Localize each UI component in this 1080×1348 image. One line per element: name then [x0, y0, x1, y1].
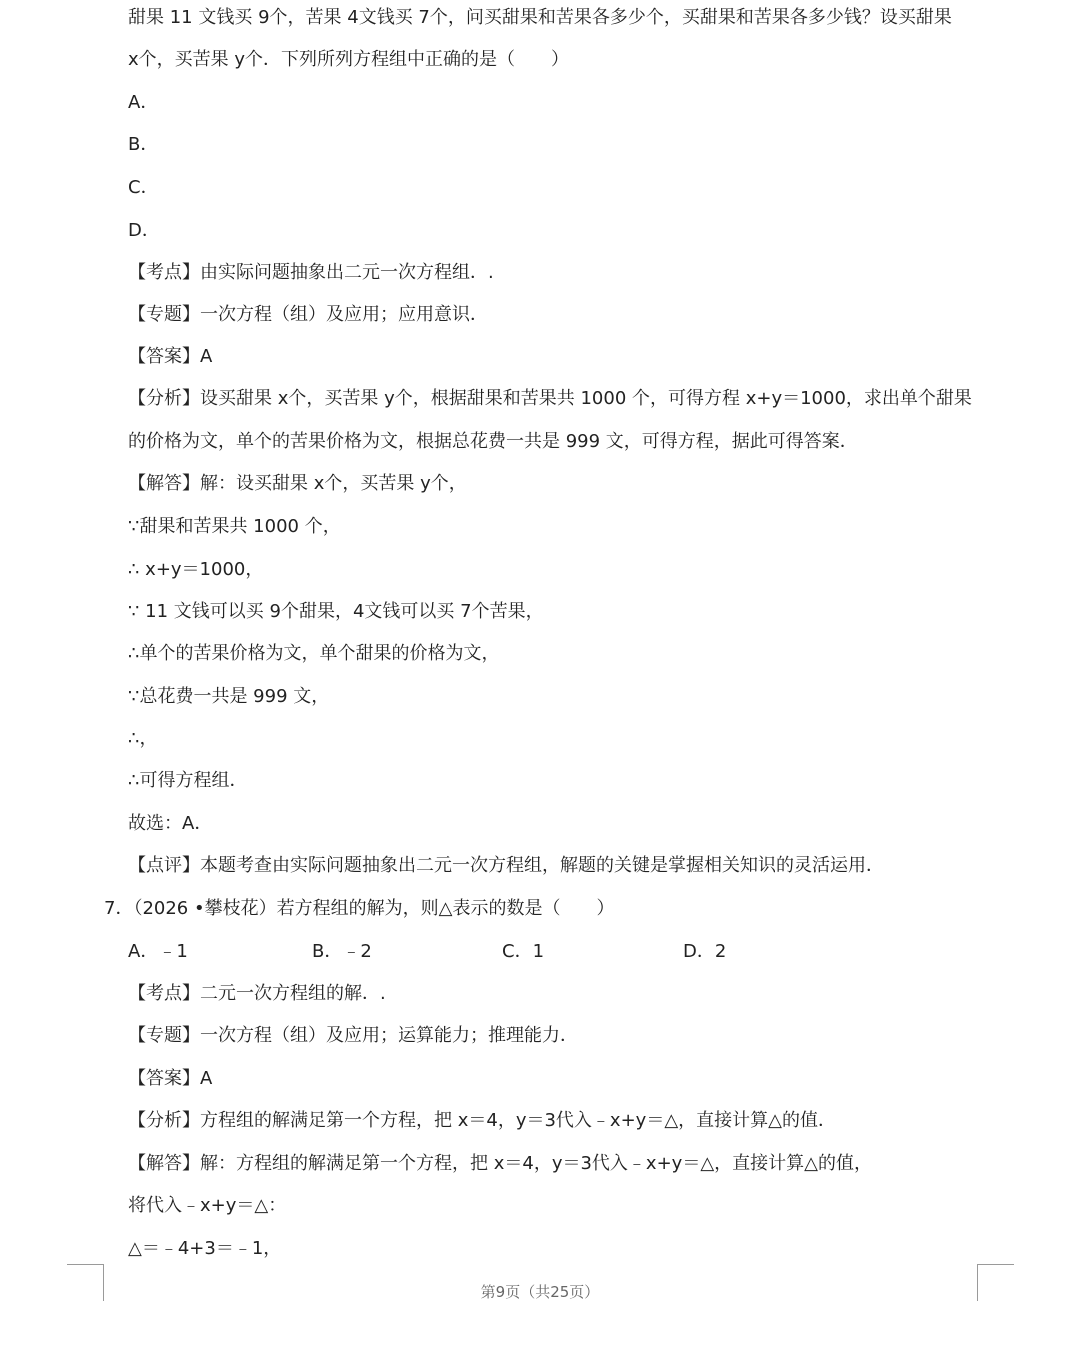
analysis-line: 【分析】设买甜果 x个，买苦果 y个，根据甜果和苦果共 1000 个，可得方程 x+y＝1000，求出单个甜果 — [128, 388, 972, 409]
solution-line: ∴可得方程组． — [128, 770, 248, 791]
zhuanti-line: 【专题】一次方程（组）及应用；运算能力；推理能力． — [128, 1025, 578, 1046]
solution-line: 【解答】解：设买甜果 x个，买苦果 y个， — [128, 473, 467, 494]
kaodian-line: 【考点】二元一次方程组的解．. — [128, 983, 386, 1004]
option-c: C．1 — [502, 941, 545, 962]
solution-line: ∴ x+y＝1000， — [128, 559, 264, 580]
solution-line: 【解答】解：方程组的解满足第一个方程，把 x＝4，y＝3代入﹣x+y＝△，直接计算△的值， — [128, 1153, 872, 1174]
solution-line: ∴， — [128, 728, 158, 749]
solution-line: △＝﹣4+3＝﹣1， — [128, 1238, 282, 1259]
option-line: C． — [128, 177, 159, 198]
solution-line: ∴单个的苦果价格为文，单个甜果的价格为文， — [128, 643, 500, 664]
choice-line: 故选：A． — [128, 813, 213, 834]
option-line: D． — [128, 220, 160, 241]
analysis-line: 的价格为文，单个的苦果价格为文，根据总花费一共是 999 文，可得方程，据此可得答案． — [128, 431, 858, 452]
page-footer: 第9页（共25页） — [480, 1283, 600, 1301]
option-a: A．﹣1 — [128, 941, 188, 962]
answer-line: 【答案】A — [128, 346, 213, 367]
solution-line: ∵总花费一共是 999 文， — [128, 686, 330, 707]
comment-line: 【点评】本题考查由实际问题抽象出二元一次方程组，解题的关键是掌握相关知识的灵活运用． — [128, 855, 884, 876]
zhuanti-line: 【专题】一次方程（组）及应用；应用意识． — [128, 304, 488, 325]
option-line: B． — [128, 134, 159, 155]
option-b: B．﹣2 — [312, 941, 372, 962]
question-7: 7．（2026 •攀枝花）若方程组的解为，则△表示的数是（ ） — [104, 898, 615, 919]
analysis-line: 【分析】方程组的解满足第一个方程，把 x＝4，y＝3代入﹣x+y＝△，直接计算△的值． — [128, 1110, 836, 1131]
answer-line: 【答案】A — [128, 1068, 213, 1089]
solution-line: ∵甜果和苦果共 1000 个， — [128, 516, 341, 537]
solution-line: 将代入﹣x+y＝△： — [128, 1195, 287, 1216]
kaodian-line: 【考点】由实际问题抽象出二元一次方程组．. — [128, 262, 494, 283]
text-line: 甜果 11 文钱买 9个，苦果 4文钱买 7个，问买甜果和苦果各多少个，买甜果和苦果各多少钱？设买甜果 — [128, 7, 952, 28]
solution-line: ∵ 11 文钱可以买 9个甜果，4文钱可以买 7个苦果， — [128, 601, 544, 622]
option-d: D．2 — [683, 941, 727, 962]
text-line: x个，买苦果 y个．下列所列方程组中正确的是（ ） — [128, 49, 570, 70]
option-line: A． — [128, 92, 159, 113]
